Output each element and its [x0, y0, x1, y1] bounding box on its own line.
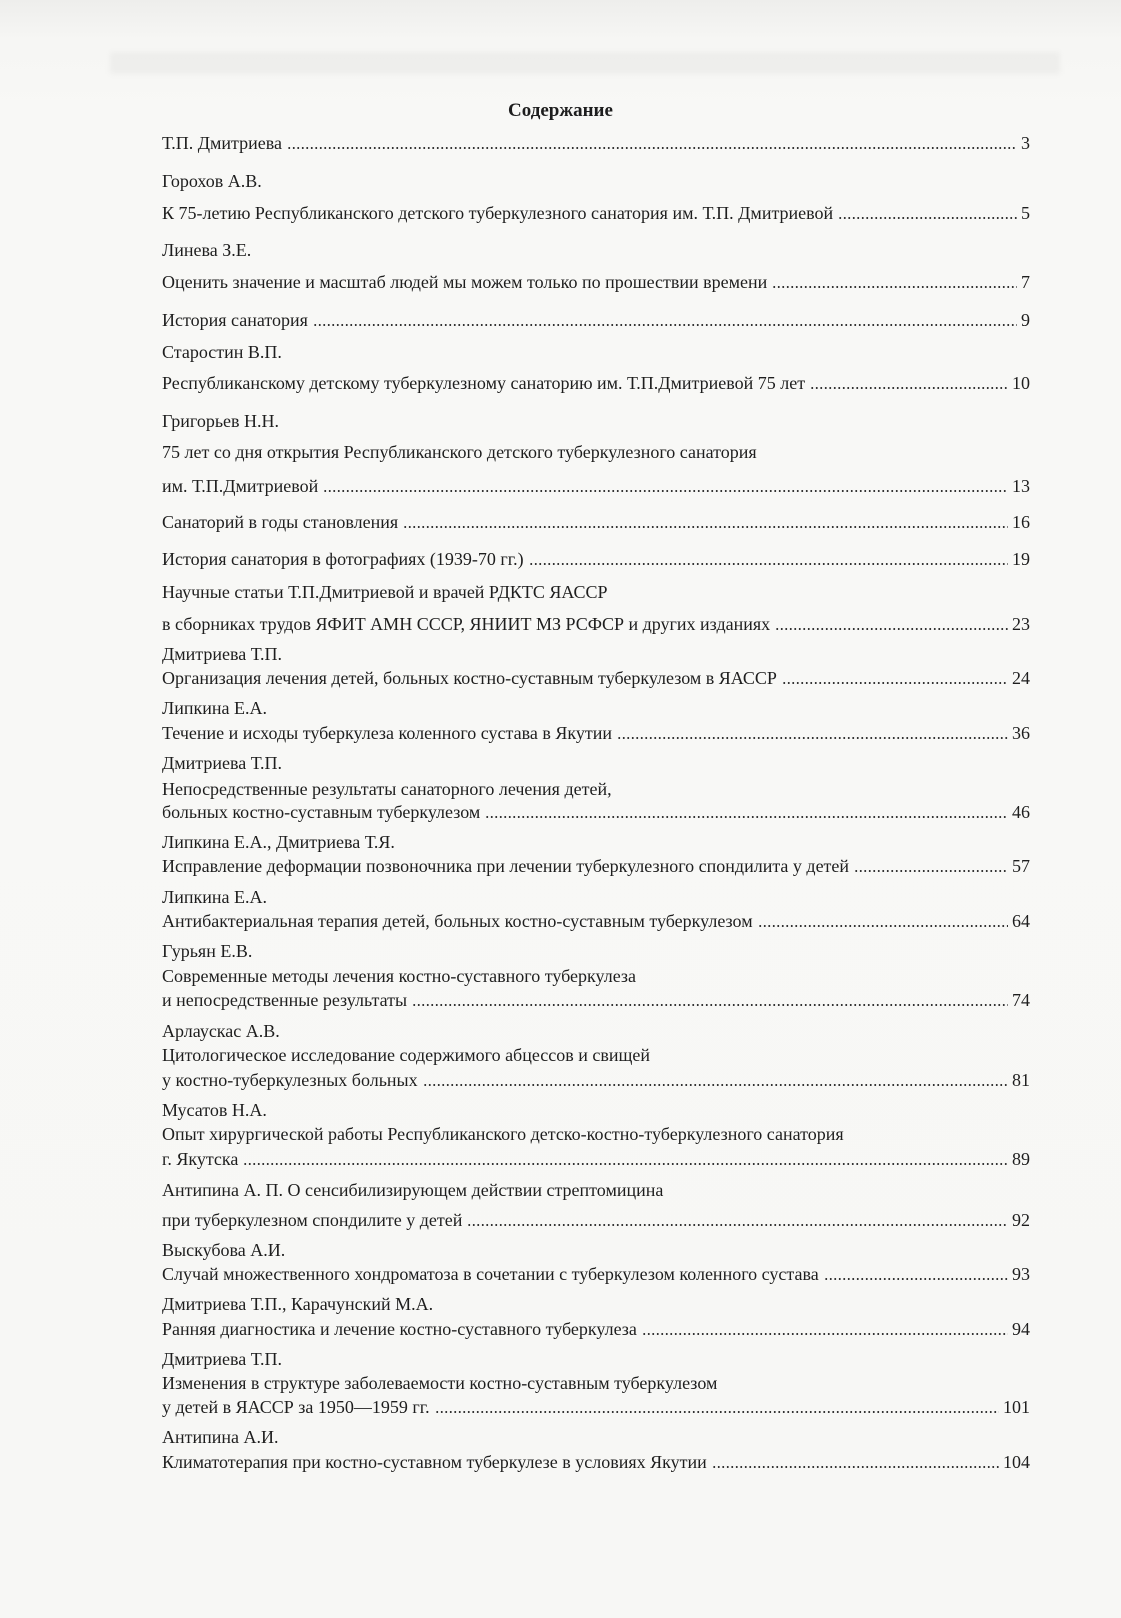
page-title: Содержание — [508, 100, 613, 121]
toc-entry-text: Изменения в структуре заболеваемости костно-суставным туберкулезом — [162, 1373, 718, 1393]
toc-page-number: 81 — [1012, 1070, 1030, 1090]
dot-leader — [423, 1084, 1008, 1086]
toc-entry — [162, 271, 1030, 293]
dot-leader — [712, 1466, 999, 1468]
toc-entry-text: Григорьев Н.Н. — [162, 411, 280, 431]
dot-leader — [775, 628, 1008, 630]
toc-entry — [162, 801, 1030, 823]
toc-entry-heading — [162, 886, 1030, 908]
toc-page-number: 3 — [1021, 133, 1030, 153]
toc-entry — [162, 667, 1030, 689]
toc-entry-text: им. Т.П.Дмитриевой — [162, 476, 319, 496]
dot-leader — [403, 526, 1008, 528]
toc-entry-heading — [162, 341, 1030, 363]
toc-entry-text: Мусатов Н.А. — [162, 1100, 267, 1120]
toc-entry — [162, 309, 1030, 331]
toc-entry-heading — [162, 831, 1030, 853]
toc-entry — [162, 1209, 1030, 1231]
toc-entry-text: Цитологическое исследование содержимого абцессов и свищей — [162, 1045, 650, 1065]
toc-entry — [162, 1396, 1030, 1418]
toc-entry-text: К 75-летию Республиканского детского туберкулезного санатория им. Т.П. Дмитриевой — [162, 203, 834, 223]
toc-entry-heading — [162, 239, 1030, 261]
dot-leader — [838, 217, 1017, 219]
toc-entry-text: Липкина Е.А. — [162, 887, 267, 907]
toc-entry-text: Непосредственные результаты санаторного лечения детей, — [162, 779, 612, 799]
toc-entry — [162, 511, 1030, 533]
toc-entry-heading — [162, 1348, 1030, 1370]
toc-entry-text: Антипина А.И. — [162, 1427, 279, 1447]
toc-entry-text: 75 лет со дня открытия Республиканского детского туберкулезного санатория — [162, 442, 757, 462]
dot-leader — [529, 563, 1008, 565]
toc-entry-text: Организация лечения детей, больных костно-суставным туберкулезом в ЯАССР — [162, 668, 777, 688]
dot-leader — [758, 925, 1008, 927]
toc-entry-text: больных костно-суставным туберкулезом — [162, 802, 481, 822]
toc-page-number: 74 — [1012, 990, 1030, 1010]
dot-leader — [435, 1411, 999, 1413]
toc-entry-heading — [162, 752, 1030, 774]
toc-entry — [162, 989, 1030, 1011]
toc-entry-text: Т.П. Дмитриева — [162, 133, 282, 153]
toc-entry-heading — [162, 441, 1030, 463]
toc-page-number: 92 — [1012, 1210, 1030, 1230]
dot-leader — [782, 682, 1008, 684]
toc-page-number: 94 — [1012, 1319, 1030, 1339]
toc-entry — [162, 548, 1030, 570]
toc-entry-text: Липкина Е.А., Дмитриева Т.Я. — [162, 832, 395, 852]
toc-page-number: 5 — [1021, 203, 1030, 223]
dot-leader — [810, 387, 1008, 389]
toc-entry-text: Дмитриева Т.П., Карачунский М.А. — [162, 1294, 434, 1314]
toc-entry-text: Санаторий в годы становления — [162, 512, 399, 532]
toc-entry — [162, 372, 1030, 394]
toc-entry-heading — [162, 1239, 1030, 1261]
toc-page-number: 23 — [1012, 614, 1030, 634]
toc-entry-text: Выскубова А.И. — [162, 1240, 286, 1260]
toc-entry — [162, 202, 1030, 224]
toc-entry-text: у детей в ЯАССР за 1950—1959 гг. — [162, 1397, 430, 1417]
toc-entry — [162, 855, 1030, 877]
toc-entry-text: Оценить значение и масштаб людей мы можем только по прошествии времени — [162, 272, 768, 292]
toc-entry-heading — [162, 1426, 1030, 1448]
toc-entry-heading — [162, 643, 1030, 665]
dot-leader — [243, 1163, 1008, 1165]
toc-entry-text: Течение и исходы туберкулеза коленного сустава в Якутии — [162, 723, 612, 743]
toc-entry — [162, 1263, 1030, 1285]
toc-entry-text: Современные методы лечения костно-суставного туберкулеза — [162, 966, 637, 986]
dot-leader — [313, 324, 1017, 326]
dot-leader — [485, 816, 1008, 818]
toc-page-number: 64 — [1012, 911, 1030, 931]
toc-page-number: 89 — [1012, 1149, 1030, 1169]
toc-page-number: 46 — [1012, 802, 1030, 822]
toc-page-number: 10 — [1012, 373, 1030, 393]
toc-entry-text: Горохов А.В. — [162, 171, 262, 191]
dot-leader — [824, 1278, 1008, 1280]
toc-entry-text: Опыт хирургической работы Республиканского детско-костно-туберкулезного санатория — [162, 1124, 844, 1144]
toc-entry-text: Гурьян Е.В. — [162, 941, 253, 961]
toc-entry-heading — [162, 170, 1030, 192]
toc-entry-text: Ранняя диагностика и лечение костно-суставного туберкулеза — [162, 1319, 637, 1339]
toc-page-number: 93 — [1012, 1264, 1030, 1284]
toc-entry-text: Дмитриева Т.П. — [162, 1349, 282, 1369]
dot-leader — [467, 1224, 1008, 1226]
toc-page-number: 13 — [1012, 476, 1030, 496]
toc-entry-text: Научные статьи Т.П.Дмитриевой и врачей РДКТС ЯАССР — [162, 582, 608, 602]
dot-leader — [772, 286, 1017, 288]
dot-leader — [412, 1004, 1008, 1006]
toc-entry-text: Климатотерапия при костно-суставном туберкулезе в условиях Якутии — [162, 1452, 707, 1472]
toc-entry-text: Дмитриева Т.П. — [162, 753, 282, 773]
toc-entry — [162, 1318, 1030, 1340]
toc-page-number: 104 — [1003, 1452, 1030, 1472]
toc-entry-text: в сборниках трудов ЯФИТ АМН СССР, ЯНИИТ МЗ РСФСР и других изданиях — [162, 614, 771, 634]
bleed-through-shadow — [110, 52, 1060, 74]
toc-entry — [162, 722, 1030, 744]
toc-entry-text: Республиканскому детскому туберкулезному санаторию им. Т.П.Дмитриевой 75 лет — [162, 373, 806, 393]
dot-leader — [323, 490, 1008, 492]
dot-leader — [642, 1333, 1008, 1335]
toc-entry — [162, 1148, 1030, 1170]
toc-page-number: 36 — [1012, 723, 1030, 743]
toc-entry — [162, 910, 1030, 932]
toc-entry — [162, 1451, 1030, 1473]
toc-entry-heading — [162, 1099, 1030, 1121]
toc-entry-text: и непосредственные результаты — [162, 990, 408, 1010]
toc-entry-heading — [162, 1044, 1030, 1066]
toc-page-number: 24 — [1012, 668, 1030, 688]
toc-entry — [162, 1069, 1030, 1091]
toc-entry-text: Линева З.Е. — [162, 240, 252, 260]
toc-entry-text: Дмитриева Т.П. — [162, 644, 282, 664]
toc-entry-text: История санатория в фотографиях (1939-70 гг.) — [162, 549, 524, 569]
toc-entry-text: Антибактериальная терапия детей, больных костно-суставным туберкулезом — [162, 911, 753, 931]
toc-entry-text: Исправление деформации позвоночника при лечении туберкулезного спондилита у детей — [162, 856, 850, 876]
toc-entry-heading — [162, 1293, 1030, 1315]
toc-entry — [162, 613, 1030, 635]
toc-entry-heading — [162, 1020, 1030, 1042]
toc-page-number: 7 — [1021, 272, 1030, 292]
toc-entry-heading — [162, 940, 1030, 962]
toc-entry-heading — [162, 778, 1030, 800]
toc-entry-heading — [162, 965, 1030, 987]
dot-leader — [854, 870, 1008, 872]
toc-entry-heading — [162, 697, 1030, 719]
toc-page-number: 57 — [1012, 856, 1030, 876]
toc-entry-text: Старостин В.П. — [162, 342, 282, 362]
toc-entry-heading — [162, 1123, 1030, 1145]
toc-entry-text: у костно-туберкулезных больных — [162, 1070, 418, 1090]
toc-entry — [162, 475, 1030, 497]
dot-leader — [287, 147, 1017, 149]
toc-entry-text: История санатория — [162, 310, 308, 330]
toc-page-number: 101 — [1003, 1397, 1030, 1417]
toc-entry-text: Антипина А. П. О сенсибилизирующем действии стрептомицина — [162, 1180, 664, 1200]
toc-entry-text: Липкина Е.А. — [162, 698, 267, 718]
toc-entry-heading — [162, 1179, 1030, 1201]
toc-entry-heading — [162, 410, 1030, 432]
toc-page-number: 9 — [1021, 310, 1030, 330]
toc-entry-heading — [162, 581, 1030, 603]
toc-entry-text: при туберкулезном спондилите у детей — [162, 1210, 463, 1230]
toc-page-number: 16 — [1012, 512, 1030, 532]
dot-leader — [617, 737, 1008, 739]
toc-page-number: 19 — [1012, 549, 1030, 569]
toc-entry-text: Случай множественного хондроматоза в сочетании с туберкулезом коленного сустава — [162, 1264, 819, 1284]
toc-entry — [162, 132, 1030, 154]
toc-entry-text: г. Якутска — [162, 1149, 239, 1169]
toc-entry-text: Арлаускас А.В. — [162, 1021, 280, 1041]
toc-entry-heading — [162, 1372, 1030, 1394]
